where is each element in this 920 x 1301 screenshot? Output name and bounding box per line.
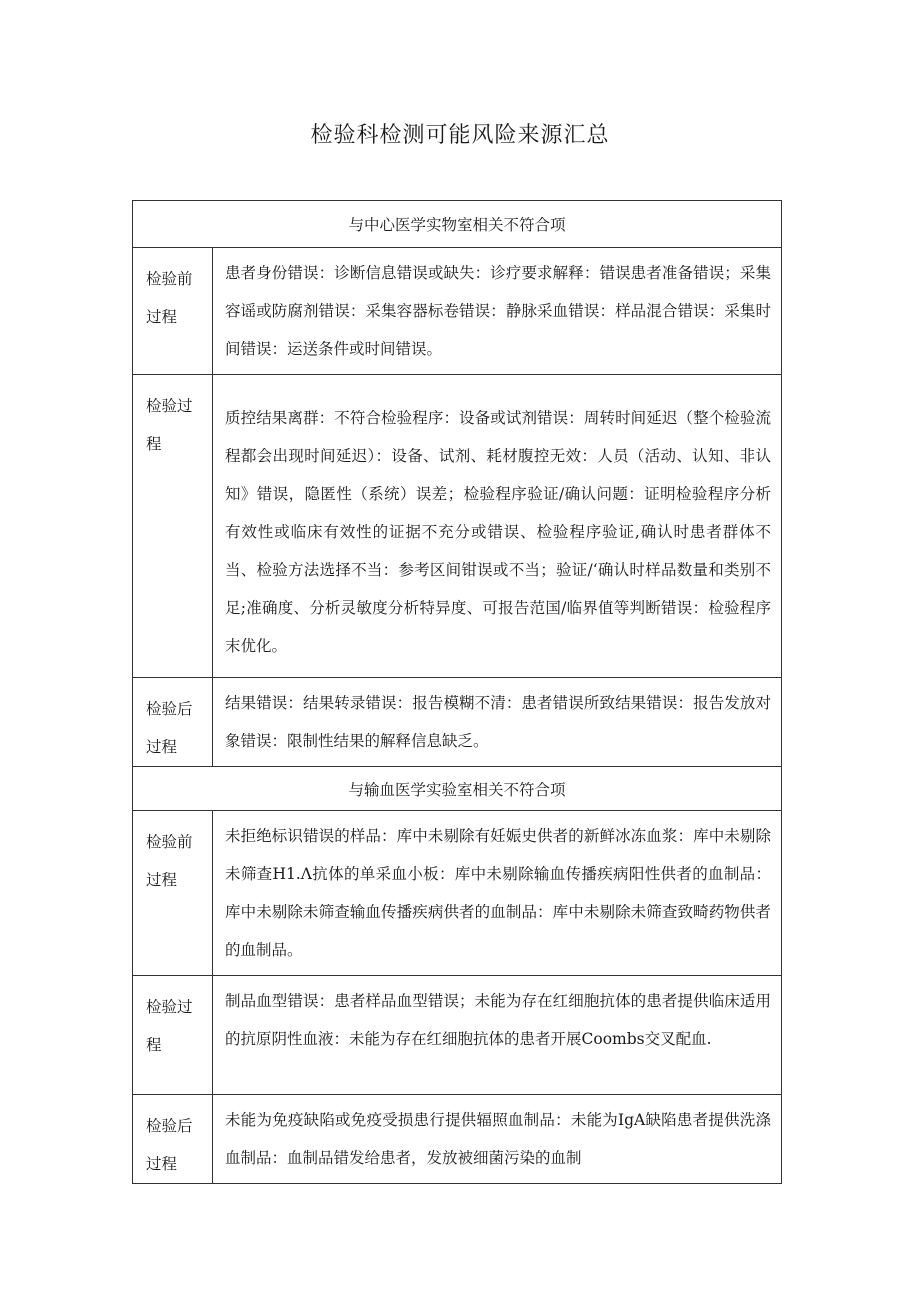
stage-cell — [133, 248, 213, 375]
stage-label: 检验前过程 — [146, 833, 193, 889]
stage-cell — [133, 375, 213, 678]
stage-cell — [133, 1095, 213, 1184]
stage-cell — [133, 678, 213, 767]
content-cell: 制品血型错误：患者样品血型错误；未能为存在红细胞抗体的患者提供临床适用的抗原阴性血液：未能为存在红细胞抗体的患者开展Coombs交叉配血. — [213, 976, 782, 1095]
content-cell: 未能为免疫缺陷或免疫受损患行提供辐照血制品：未能为IgA缺陷患者提供洗涤血制品：血制品错发给患者，发放被细菌污染的血制 — [213, 1095, 782, 1184]
section-header-row — [133, 201, 782, 248]
document-title: 检验科检测可能风险来源汇总 — [310, 123, 610, 148]
content-cell: 未拒绝标识错误的样品：库中未剔除有妊娠史供者的新鲜冰冻血浆：库中未剔除未筛查H1.Λ抗体的单采血小板：库中未剔除输血传播疾病阳性供者的血制品：库中未剔除未筛查输血传播疾病供者的血制品：库中未剔除未筛查致畸药物供者的血制品。 — [213, 811, 782, 976]
table-row — [133, 678, 782, 767]
stage-label: 检验后过程 — [146, 700, 193, 756]
risk-source-table — [132, 200, 782, 1184]
content-cell: 结果错误：结果转录错误：报告模糊不清：患者错误所致结果错误：报告发放对象错误：限制性结果的解释信息缺乏。 — [213, 678, 782, 767]
table-row — [133, 976, 782, 1095]
table-row — [133, 811, 782, 976]
table-row — [133, 1095, 782, 1184]
stage-cell — [133, 976, 213, 1095]
table-row — [133, 375, 782, 678]
section-header-row — [133, 767, 782, 811]
stage-label: 检验过程 — [146, 397, 193, 453]
table-row — [133, 248, 782, 375]
section-header-clinical-lab: 与中心医学实物室相关不符合项 — [133, 201, 782, 248]
stage-label: 检验过程 — [146, 998, 193, 1054]
content-cell: 质控结果离群：不符合检验程序：设备或试剂错误：周转时间延迟（整个检验流程都会出现时间延迟）：设备、试剂、耗材腹控无效：人员（活动、认知、非认知》错误，隐匿性（系统）误差；检验程序验证/确认问题：证明检验程序分析有效性或临床有效性的证据不充分或错误、检验程序验证,确认时患者群体不当、检验方法选择不当：参考区间钳误或不当；验证/‘确认时样品数量和类别不足;准确度、分析灵敏度分析特异度、可报告范国/临界值等判断错误：检验程序末优化。 — [213, 375, 782, 678]
stage-cell — [133, 811, 213, 976]
stage-label: 检验后过程 — [146, 1117, 193, 1173]
content-cell: 患者身份错误：诊断信息错误或缺失：诊疗要求解释：错误患者准备错误；采集容谣或防腐剂错误：采集容器标卷错误：静脉采血错误：样品混合错误：采集时间错误：运送条件或时间错误。 — [213, 248, 782, 375]
section-header-transfusion-lab: 与输血医学实验室相关不符合项 — [133, 767, 782, 811]
stage-label: 检验前过程 — [146, 270, 193, 326]
